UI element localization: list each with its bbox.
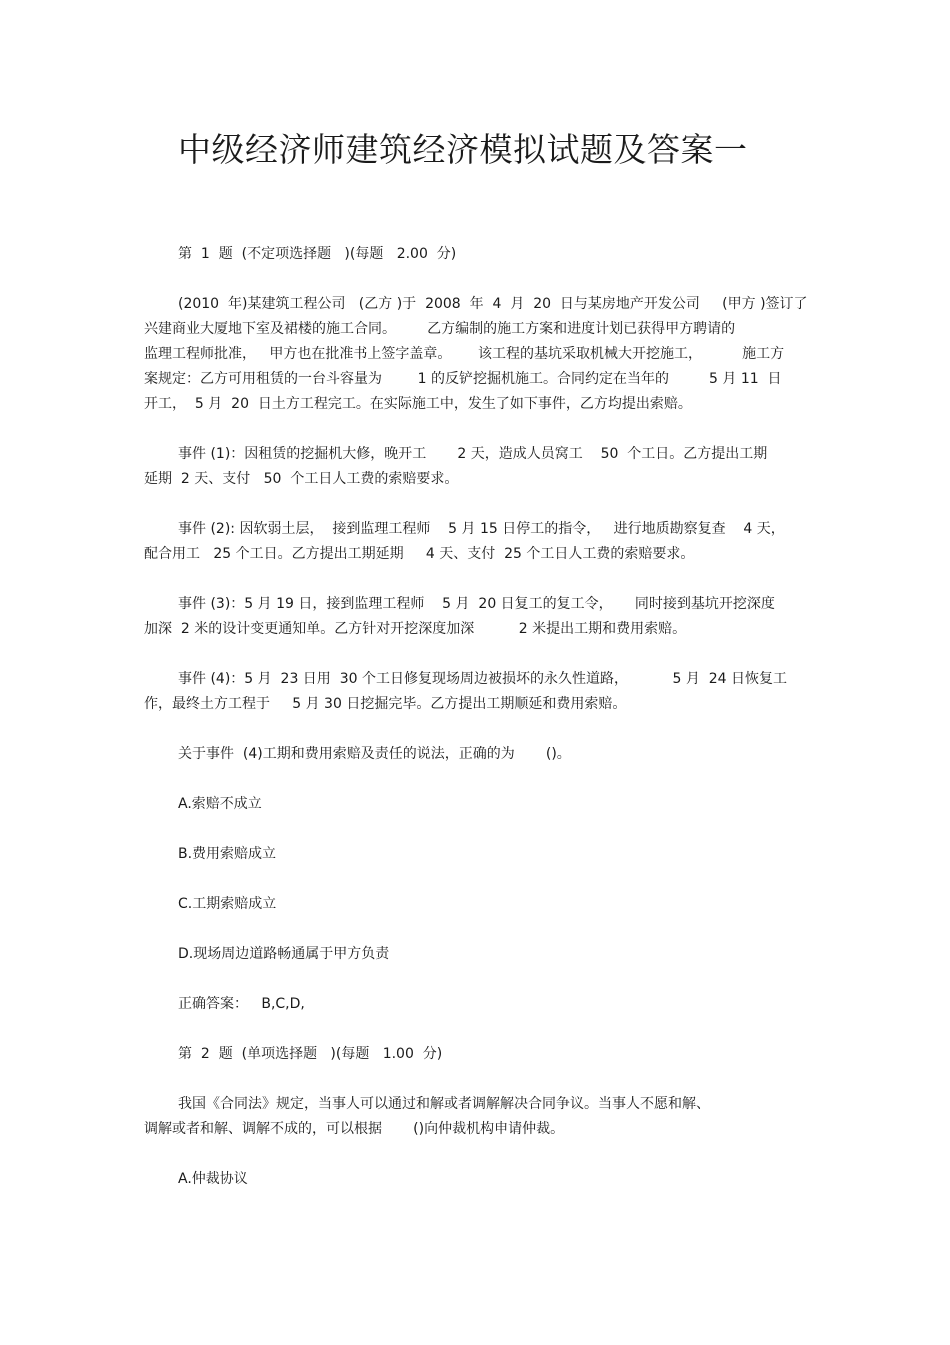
q2-para-line: 我国《合同法》规定，当事人可以通过和解或者调解解决合同争议。当事人不愿和解、 [178, 1096, 710, 1112]
q1-event3-line: 事件 (3)：5 月 19 日，接到监理工程师 5 月 20 日复工的复工令， 同时接到基坑开挖深度 [178, 596, 775, 612]
q1-event1-line: 事件 (1)：因租赁的挖掘机大修，晚开工 2 天，造成人员窝工 50 个工日。乙方提出工期 [178, 446, 768, 462]
q1-event4-line: 作，最终土方工程于 5 月 30 日挖掘完毕。乙方提出工期顺延和费用索赔。 [144, 696, 627, 712]
q1-para-line: (2010 年)某建筑工程公司 (乙方 )于 2008 年 4 月 20 日与某房地产开发公司 (甲方 )签订了 [178, 296, 808, 312]
q1-event2-line: 配合用工 25 个工日。乙方提出工期延期 4 天、支付 25 个工日人工费的索赔要求。 [144, 546, 695, 562]
q1-question: 关于事件 (4)工期和费用索赔及责任的说法，正确的为 ()。 [178, 746, 571, 762]
q1-event3-line: 加深 2 米的设计变更通知单。乙方针对开挖深度加深 2 米提出工期和费用索赔。 [144, 621, 687, 637]
q1-option-c: C.工期索赔成立 [178, 896, 277, 912]
q1-para-line: 开工， 5 月 20 日土方工程完工。在实际施工中，发生了如下事件，乙方均提出索赔。 [144, 396, 692, 412]
q1-option-d: D.现场周边道路畅通属于甲方负责 [178, 946, 390, 962]
q1-para-line: 案规定：乙方可用租赁的一台斗容量为 1 的反铲挖掘机施工。合同约定在当年的 5 月 11 日 [144, 371, 782, 387]
q1-option-a: A.索赔不成立 [178, 796, 262, 812]
q1-option-b: B.费用索赔成立 [178, 846, 277, 862]
q1-event4-line: 事件 (4)：5 月 23 日用 30 个工日修复现场周边被损坏的永久性道路， 5 月 24 日恢复工 [178, 671, 787, 687]
q1-para-line: 监理工程师批准， 甲方也在批准书上签字盖章。 该工程的基坑采取机械大开挖施工， 施工方 [144, 346, 785, 362]
q1-event2-line: 事件 (2): 因软弱土层， 接到监理工程师 5 月 15 日停工的指令， 进行地质勘察复查 4 天， [178, 521, 785, 537]
q1-answer: 正确答案： B,C,D, [178, 996, 305, 1012]
q2-option-a: A.仲裁协议 [178, 1171, 248, 1187]
q1-event1-line: 延期 2 天、支付 50 个工日人工费的索赔要求。 [144, 471, 459, 487]
q1-header: 第 1 题 (不定项选择题 )(每题 2.00 分) [178, 246, 457, 262]
q2-header: 第 2 题 (单项选择题 )(每题 1.00 分) [178, 1046, 443, 1062]
q1-para-line: 兴建商业大厦地下室及裙楼的施工合同。 乙方编制的施工方案和进度计划已获得甲方聘请的 [144, 321, 736, 337]
q2-para-line: 调解或者和解、调解不成的，可以根据 ()向仲裁机构申请仲裁。 [144, 1121, 565, 1137]
document-title: 中级经济师建筑经济模拟试题及答案一 [178, 130, 748, 169]
